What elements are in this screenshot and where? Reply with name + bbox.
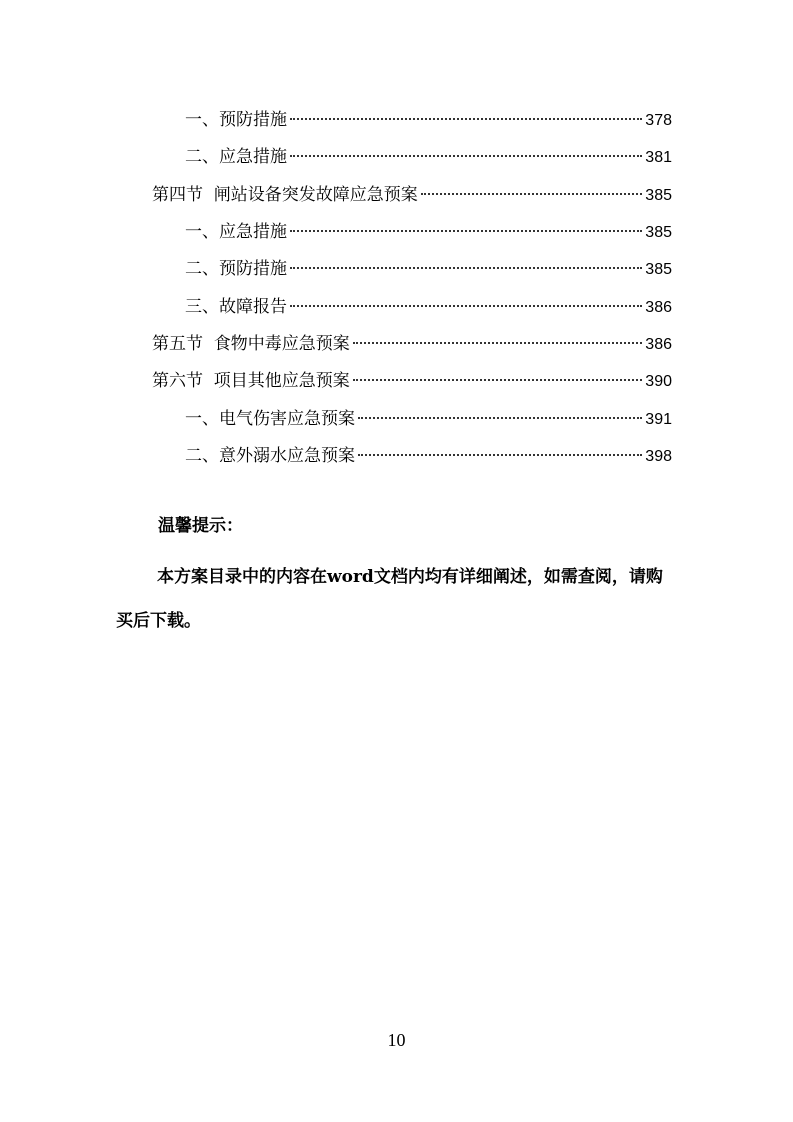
toc-entry-label: 第四节 闸站设备突发故障应急预案 — [152, 185, 418, 205]
toc-entry-page: 385 — [645, 261, 672, 278]
toc-entry-page: 386 — [645, 299, 672, 316]
toc-entry[interactable] — [152, 332, 672, 356]
toc-dot-leader — [353, 342, 642, 344]
toc-entry-label: 二、预防措施 — [185, 259, 287, 279]
notice-body: 本方案目录中的内容在word文档内均有详细阐述，如需查阅，请购买后下载。 — [116, 567, 663, 631]
toc-dot-leader — [290, 267, 642, 269]
toc-entry-label: 一、应急措施 — [185, 222, 287, 242]
toc-entry-label: 一、预防措施 — [185, 110, 287, 130]
toc-dot-leader — [358, 454, 642, 456]
toc-entry[interactable] — [185, 220, 672, 244]
toc-entry[interactable] — [185, 145, 672, 169]
toc-entry-page: 381 — [645, 149, 672, 166]
toc-dot-leader — [290, 305, 642, 307]
toc-entry-label: 二、意外溺水应急预案 — [185, 446, 355, 466]
toc-entry-label: 三、故障报告 — [185, 297, 287, 317]
toc-entry[interactable] — [185, 407, 672, 431]
toc-entry-page: 386 — [645, 336, 672, 353]
toc-entry[interactable] — [185, 108, 672, 132]
toc-entry-page: 378 — [645, 112, 672, 129]
toc-dot-leader — [358, 417, 642, 419]
toc-entry-label: 二、应急措施 — [185, 147, 287, 167]
toc-dot-leader — [290, 155, 642, 157]
toc-entry-page: 390 — [645, 373, 672, 390]
toc-entry-label: 第五节 食物中毒应急预案 — [152, 334, 350, 354]
toc-entry[interactable] — [152, 369, 672, 393]
toc-entry[interactable] — [185, 444, 672, 468]
toc-entry-page: 385 — [645, 224, 672, 241]
notice-title: 温馨提示： — [158, 516, 243, 536]
toc-entry[interactable] — [185, 295, 672, 319]
toc-dot-leader — [421, 193, 642, 195]
toc-entry-label: 第六节 项目其他应急预案 — [152, 371, 350, 391]
toc-dot-leader — [290, 118, 642, 120]
toc-entry-page: 385 — [645, 187, 672, 204]
page-number: 10 — [387, 1030, 406, 1050]
toc-entry[interactable] — [185, 257, 672, 281]
toc-dot-leader — [290, 230, 642, 232]
toc-entry-label: 一、电气伤害应急预案 — [185, 409, 355, 429]
toc-entry-page: 391 — [645, 411, 672, 428]
toc-dot-leader — [353, 379, 642, 381]
toc-entry[interactable] — [152, 183, 672, 207]
toc-entry-page: 398 — [645, 448, 672, 465]
